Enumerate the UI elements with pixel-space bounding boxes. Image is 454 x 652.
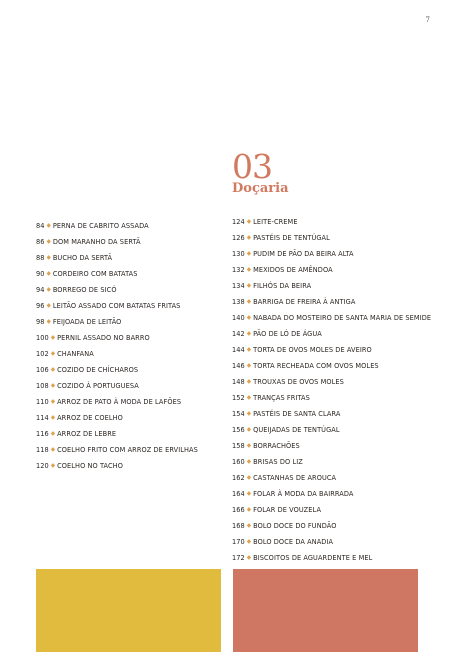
toc-title: MEXIDOS DE AMÊNDOA: [253, 265, 333, 274]
toc-page-number: 160: [232, 457, 245, 466]
toc-title: TROUXAS DE OVOS MOLES: [253, 377, 344, 386]
toc-page-number: 132: [232, 265, 245, 274]
toc-entry: [232, 454, 432, 470]
toc-title: PÃO DE LÓ DE ÁGUA: [253, 329, 322, 338]
toc-entry: [232, 374, 432, 390]
yellow-color-block: [36, 569, 221, 652]
toc-title: PERNIL ASSADO NO BARRO: [57, 333, 150, 342]
toc-title: NABADA DO MOSTEIRO DE SANTA MARIA DE SEMIDE: [253, 313, 432, 322]
toc-title: BUCHO DA SERTÃ: [52, 253, 113, 262]
toc-page-number: 102: [36, 349, 49, 358]
bullet-icon: ◆: [246, 362, 252, 369]
toc-page-number: 130: [232, 249, 245, 258]
toc-title: CASTANHAS DE AROUCA: [253, 473, 337, 482]
bullet-icon: ◆: [246, 426, 252, 433]
bullet-icon: ◆: [50, 334, 56, 341]
toc-entry: [232, 422, 432, 438]
toc-page-number: 144: [232, 345, 245, 354]
toc-entry: [232, 502, 432, 518]
toc-entry: [232, 326, 432, 342]
toc-entry: [232, 214, 432, 230]
bullet-icon: ◆: [246, 474, 252, 481]
bullet-icon: ◆: [46, 254, 51, 261]
bullet-icon: ◆: [246, 458, 252, 465]
toc-title: PUDIM DE PÃO DA BEIRA ALTA: [253, 249, 354, 258]
toc-page-number: 110: [36, 397, 49, 406]
toc-entry: [36, 442, 212, 458]
toc-title: LEITE-CREME: [253, 217, 298, 226]
toc-page-number: 118: [36, 445, 49, 454]
bullet-icon: ◆: [246, 490, 252, 497]
section-header: [232, 147, 289, 196]
toc-entry: [36, 298, 212, 314]
bullet-icon: ◆: [246, 538, 252, 545]
toc-page-number: 156: [232, 425, 245, 434]
toc-title: DOM MARANHO DA SERTÃ: [52, 237, 141, 246]
bullet-icon: ◆: [50, 462, 56, 469]
toc-right-column: [232, 214, 432, 566]
toc-title: COELHO NO TACHO: [57, 461, 123, 470]
toc-page-number: 162: [232, 473, 245, 482]
toc-title: ARROZ DE COELHO: [57, 413, 123, 422]
bullet-icon: ◆: [246, 282, 252, 289]
toc-entry: [36, 330, 212, 346]
bullet-icon: ◆: [50, 366, 56, 373]
toc-title: QUEIJADAS DE TENTÚGAL: [253, 425, 340, 434]
toc-page-number: 116: [36, 429, 49, 438]
toc-left-column: [36, 218, 212, 474]
toc-page-number: 170: [232, 537, 245, 546]
bullet-icon: ◆: [246, 378, 252, 385]
toc-entry: [232, 518, 432, 534]
toc-title: BARRIGA DE FREIRA À ANTIGA: [253, 297, 356, 306]
bullet-icon: ◆: [50, 446, 56, 453]
toc-page-number: 154: [232, 409, 245, 418]
toc-page-number: 94: [36, 285, 45, 294]
toc-title: BISCOITOS DE AGUARDENTE E MEL: [253, 553, 373, 562]
toc-entry: [232, 278, 432, 294]
toc-page-number: 166: [232, 505, 245, 514]
bullet-icon: ◆: [50, 430, 56, 437]
toc-entry: [232, 390, 432, 406]
toc-page-number: 88: [36, 253, 45, 262]
bullet-icon: ◆: [246, 298, 252, 305]
toc-entry: [36, 266, 212, 282]
toc-title: COELHO FRITO COM ARROZ DE ERVILHAS: [57, 445, 198, 454]
toc-entry: [232, 262, 432, 278]
bullet-icon: ◆: [246, 442, 252, 449]
toc-title: LEITÃO ASSADO COM BATATAS FRITAS: [52, 301, 181, 310]
toc-page-number: 90: [36, 269, 45, 278]
toc-page-number: 126: [232, 233, 245, 242]
toc-entry: [232, 358, 432, 374]
bullet-icon: ◆: [246, 394, 252, 401]
bullet-icon: ◆: [50, 414, 56, 421]
toc-page-number: 84: [36, 221, 45, 230]
toc-entry: [36, 458, 212, 474]
toc-entry: [232, 406, 432, 422]
toc-title: COZIDO DE CHÍCHAROS: [57, 365, 139, 374]
toc-page-number: 168: [232, 521, 245, 530]
toc-page-number: 142: [232, 329, 245, 338]
toc-page-number: 138: [232, 297, 245, 306]
toc-title: FEIJOADA DE LEITÃO: [52, 317, 122, 326]
toc-page-number: 120: [36, 461, 49, 470]
toc-entry: [36, 394, 212, 410]
toc-entry: [232, 230, 432, 246]
toc-entry: [36, 314, 212, 330]
toc-title: FOLAR À MODA DA BAIRRADA: [253, 489, 354, 498]
toc-title: FOLAR DE VOUZELA: [253, 505, 322, 514]
bullet-icon: ◆: [246, 522, 252, 529]
bullet-icon: ◆: [46, 318, 51, 325]
toc-entry: [232, 550, 432, 566]
toc-page-number: 134: [232, 281, 245, 290]
toc-title: PERNA DE CABRITO ASSADA: [52, 221, 149, 230]
toc-title: BRISAS DO LIZ: [253, 457, 303, 466]
bullet-icon: ◆: [246, 218, 252, 225]
bullet-icon: ◆: [246, 234, 252, 241]
toc-entry: [36, 218, 212, 234]
bullet-icon: ◆: [246, 266, 252, 273]
toc-page-number: 124: [232, 217, 245, 226]
toc-title: COZIDO À PORTUGUESA: [57, 381, 139, 390]
toc-title: BORREGO DE SICÓ: [52, 285, 117, 294]
section-title: Doçaria: [232, 181, 289, 196]
toc-entry: [36, 234, 212, 250]
toc-title: BOLO DOCE DA ANADIA: [253, 537, 334, 546]
toc-entry: [232, 486, 432, 502]
toc-page-number: 148: [232, 377, 245, 386]
toc-title: TRANÇAS FRITAS: [253, 393, 310, 402]
bullet-icon: ◆: [46, 286, 51, 293]
toc-entry: [36, 250, 212, 266]
toc-page-number: 158: [232, 441, 245, 450]
toc-page-number: 106: [36, 365, 49, 374]
toc-entry: [36, 362, 212, 378]
bullet-icon: ◆: [246, 506, 252, 513]
bullet-icon: ◆: [246, 250, 252, 257]
toc-entry: [36, 410, 212, 426]
bullet-icon: ◆: [246, 314, 252, 321]
toc-entry: [232, 342, 432, 358]
toc-title: CHANFANA: [57, 349, 94, 358]
toc-title: FILHÓS DA BEIRA: [253, 281, 312, 290]
toc-entry: [232, 310, 432, 326]
bullet-icon: ◆: [46, 270, 51, 277]
page-number: 7: [425, 16, 430, 24]
toc-page-number: 172: [232, 553, 245, 562]
bullet-icon: ◆: [50, 382, 56, 389]
toc-title: ARROZ DE LEBRE: [57, 429, 117, 438]
toc-page-number: 146: [232, 361, 245, 370]
bullet-icon: ◆: [46, 302, 51, 309]
toc-page-number: 86: [36, 237, 45, 246]
bullet-icon: ◆: [246, 554, 252, 561]
toc-page-number: 100: [36, 333, 49, 342]
toc-page-number: 108: [36, 381, 49, 390]
toc-title: TORTA RECHEADA COM OVOS MOLES: [253, 361, 379, 370]
toc-page-number: 152: [232, 393, 245, 402]
bullet-icon: ◆: [50, 350, 56, 357]
toc-entry: [232, 294, 432, 310]
bullet-icon: ◆: [50, 398, 56, 405]
toc-page-number: 114: [36, 413, 49, 422]
bullet-icon: ◆: [46, 222, 51, 229]
toc-page-number: 164: [232, 489, 245, 498]
bullet-icon: ◆: [46, 238, 51, 245]
toc-entry: [232, 470, 432, 486]
toc-title: BOLO DOCE DO FUNDÃO: [253, 521, 337, 530]
toc-entry: [232, 246, 432, 262]
toc-entry: [36, 426, 212, 442]
toc-entry: [232, 438, 432, 454]
toc-title: PASTÉIS DE TENTÚGAL: [253, 233, 330, 242]
toc-title: ARROZ DE PATO À MODA DE LAFÕES: [57, 397, 182, 406]
bullet-icon: ◆: [246, 410, 252, 417]
toc-entry: [36, 378, 212, 394]
toc-entry: [232, 534, 432, 550]
bullet-icon: ◆: [246, 330, 252, 337]
toc-entry: [36, 346, 212, 362]
toc-page-number: 140: [232, 313, 245, 322]
bullet-icon: ◆: [246, 346, 252, 353]
toc-page-number: 98: [36, 317, 45, 326]
terracotta-color-block: [233, 569, 418, 652]
section-number: 03: [232, 147, 272, 186]
toc-entry: [36, 282, 212, 298]
toc-title: BORRACHÕES: [253, 441, 300, 450]
toc-title: CORDEIRO COM BATATAS: [52, 269, 138, 278]
toc-title: TORTA DE OVOS MOLES DE AVEIRO: [253, 345, 372, 354]
toc-page-number: 96: [36, 301, 45, 310]
toc-title: PASTÉIS DE SANTA CLARA: [253, 409, 341, 418]
